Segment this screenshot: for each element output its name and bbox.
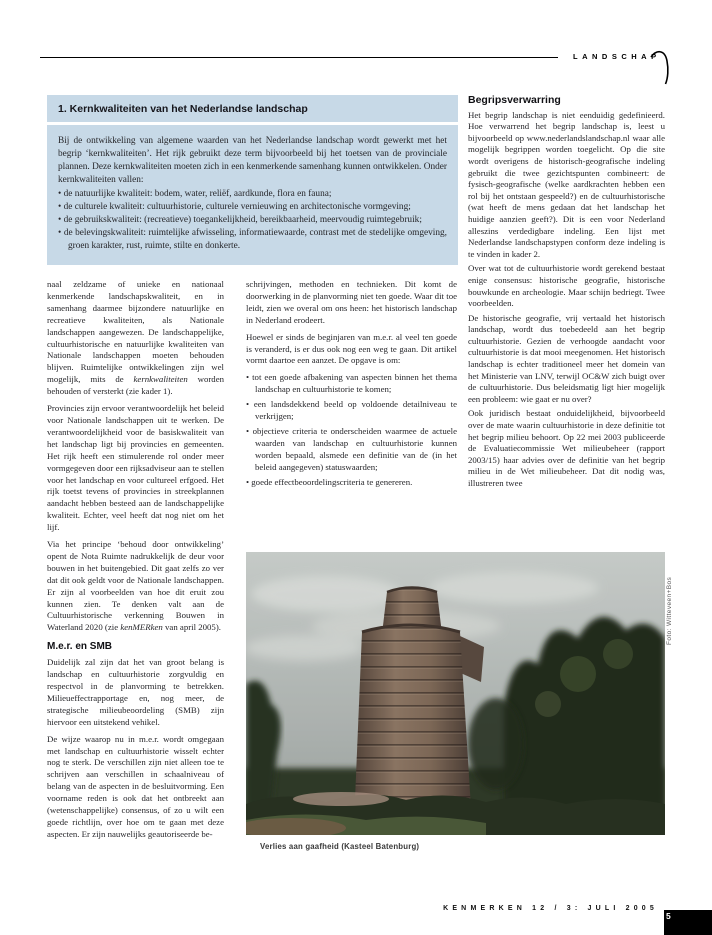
kader-bullet-item: • de culturele kwaliteit: cultuurhistorie, culturele vernieuwing en architectonische vormgeving; — [58, 201, 447, 214]
kader-bullet-item: • de gebruikskwaliteit: (recreatieve) toegankelijkheid, bereikbaarheid, meervoudig ruimtegebruik; — [58, 214, 447, 227]
kader-bullet-item: • de natuurlijke kwaliteit: bodem, water, reliëf, aardkunde, flora en fauna; — [58, 188, 447, 201]
paragraph: De historische geografie, vrij vertaald het historisch landschap, wordt dus toebedeeld aan het begrip cultuurhistorie. Gezien de verhoogde aandacht voor cultuurhistorie is dat mooi meegenomen. Het historisch landschap is echter traditioneel meer het domein van het Ministerie van LNV, terwijl OC&W zich buigt over de cultuurhistorie. Dus beleidsmatig ligt hier mogelijk een probleem: wie gaat er nu over? — [468, 312, 665, 404]
bullet-item: • goede effectbeoordelingscriteria te genereren. — [246, 477, 457, 489]
header-curve-decoration — [650, 48, 674, 90]
bullet-item: • een landsdekkend beeld op voldoende detailniveau te verkrijgen; — [246, 399, 457, 423]
header-rule — [40, 57, 558, 58]
column-middle — [246, 279, 457, 492]
heading-begripsverwarring: Begripsverwarring — [468, 94, 561, 106]
kader-bullet-item: • de belevingskwaliteit: ruimtelijke afwisseling, informatiewaarde, contrast met de stedelijke omgeving, groen karakter, rust, ruimte, stilte en donkerte. — [58, 227, 447, 253]
paragraph: Hoewel er sinds de beginjaren van m.e.r. al veel ten goede is veranderd, is er dus ook nog een weg te gaan. Dit artikel vormt daartoe een aanzet. De opgave is om: — [246, 331, 457, 366]
section-label: LANDSCHAP — [573, 52, 661, 61]
page-number: 5 — [666, 911, 672, 921]
footer-journal-line: KENMERKEN 12 / 3: JULI 2005 — [443, 905, 658, 912]
kader-body — [47, 125, 458, 265]
photo-credit: Foto: Witteveen+Bos — [666, 576, 673, 645]
paragraph: naal zeldzame of unieke en nationaal kenmerkende landschapskwaliteit, en in samenhang daarmee bijzondere natuurlijke en recreatieve kwaliteiten, als Nationale landschappen aangewezen. De landschappelijke, cultuurhistorische en natuurlijke kwaliteiten van Nationale landschappen moeten behouden blijven. Ruimtelijke ontwikkelingen zijn wel mogelijk, mits de kernkwaliteiten worden behouden of versterkt (zie kader 1). — [47, 279, 224, 397]
paragraph: schrijvingen, methoden en technieken. Dit komt de doorwerking in de planvorming niet ten goede. Waar dit toe leidt, zien we overal om ons heen: het historisch landschap in Nederland erodeert. — [246, 279, 457, 325]
paragraph: Het begrip landschap is niet eenduidig gedefinieerd. Hoe verwarrend het begrip landschap is, leest u bijvoorbeeld op www.nederlandslandschap.nl waar alle mogelijk begrippen worden toegelicht. Op die site wordt overigens de historisch-geografische indeling gebruikt die twee gezichtspunten combineert: de fysisch-geografische (welke aardkrachten hebben een rol bij het ontstaan gespeeld?) en de cultuurhistorische (wat heeft de mens gedaan dat het landschap het huidige aanzien geeft?). Dit is een voor Nederland alleszins verdedigbare indeling. Een lijst met Nederlandse landschapstypen conform deze indeling is te vinden in kader 2. — [468, 109, 665, 259]
kader-1-box — [47, 95, 458, 265]
paragraph: Via het principe ‘behoud door ontwikkeling’ opent de Nota Ruimte nadrukkelijk de deur voor bouwen in het buitengebied. Dit gaat zelfs zo ver dat dit ook geldt voor de Nationale landschappen. Er zijn al voorbeelden van hoe dit eruit zou kunnen zien. Te denken valt aan de Cultuurhistorische verkenning Bouwen in Waterland 2020 (zie kenMERken van april 2005). — [47, 539, 224, 633]
column-right — [468, 95, 665, 493]
paragraph: Provincies zijn ervoor verantwoordelijk het beleid voor Nationale landschappen uit te werken. De verantwoordelijkheid voor de basiskwaliteit van het landschap ligt bij provincies en gemeenten. Het rijk heeft een stimulerende rol onder meer vormgegeven door een rijksadviseur aan te stellen voor het landschap en voor cultureel erfgoed. Het rijk toetst tevens of provincies in streekplannen aandacht hebben besteed aan de landschappelijke kwaliteit. Echter, veel heeft dat nog niet om het lijf. — [47, 403, 224, 533]
bullet-item: • tot een goede afbakening van aspecten binnen het thema landschap en cultuurhistorie te komen; — [246, 372, 457, 396]
photo-caption: Verlies aan gaafheid (Kasteel Batenburg) — [260, 842, 420, 851]
photo-kasteel-batenburg — [246, 552, 665, 835]
column-left — [47, 279, 224, 846]
kader-title: 1. Kernkwaliteiten van het Nederlandse landschap — [47, 95, 458, 122]
heading-mer-smb: M.e.r. en SMB — [47, 641, 113, 653]
paragraph: De wijze waarop nu in m.e.r. wordt omgegaan met landschap en cultuurhistorie wisselt echter nog te sterk. De verschillen zijn niet alleen toe te schrijven aan verschillen in schaalniveau of belang van de aspecten in de besluitvorming. Een voorname reden is ook dat het ontbreekt aan (wetenschappelijke) consensus, of zo u wilt een goede richtlijn, over hoe om te gaan met deze aspecten. Er zijn nauwelijks geautoriseerde be- — [47, 733, 224, 839]
paragraph: Duidelijk zal zijn dat het van groot belang is landschap en cultuurhistorie zorgvuldig en respectvol in de planvorming te betrekken. Milieueffectrapportage en, nog meer, de strategische milieubeoordeling (SMB) zijn hiervoor een uitstekend vehikel. — [47, 657, 224, 727]
paragraph: Over wat tot de cultuurhistorie wordt gerekend bestaat enige consensus: historische geografie, historische bouwkunde en archeologie. Maar schijn bedriegt. Twee voorbeelden. — [468, 263, 665, 309]
page-number-box — [664, 910, 712, 935]
paragraph: Ook juridisch bestaat onduidelijkheid, bijvoorbeeld over de mate waarin cultuurhistorie in deze definitie tot het begrip milieu behoort. Op 22 mei 2003 publiceerde de Evaluatiecommissie Wet milieubeheer (rapport 2003/15) haar advies over de definitie van het begrip milieu in de Wet milieubeheer. Dat dit nodig was, illustreren twee — [468, 408, 665, 488]
kader-intro: Bij de ontwikkeling van algemene waarden van het Nederlandse landschap wordt gewerkt met het begrip ‘kernkwaliteiten’. Het rijk gebruikt deze term bijvoorbeeld bij het toetsen van de provinciale plannen. Deze kernkwaliteiten moeten zich in een kenmerkende samenhang kunnen ontwikkelen. Onder kernkwaliteiten vallen: — [58, 136, 447, 185]
bullet-item: • objectieve criteria te onderscheiden waarmee de actuele waarden van landschap en cultuurhistorie kunnen worden bepaald, alsmede een definitie van de (in het beleid aangegeven) statuswaarden; — [246, 426, 457, 474]
